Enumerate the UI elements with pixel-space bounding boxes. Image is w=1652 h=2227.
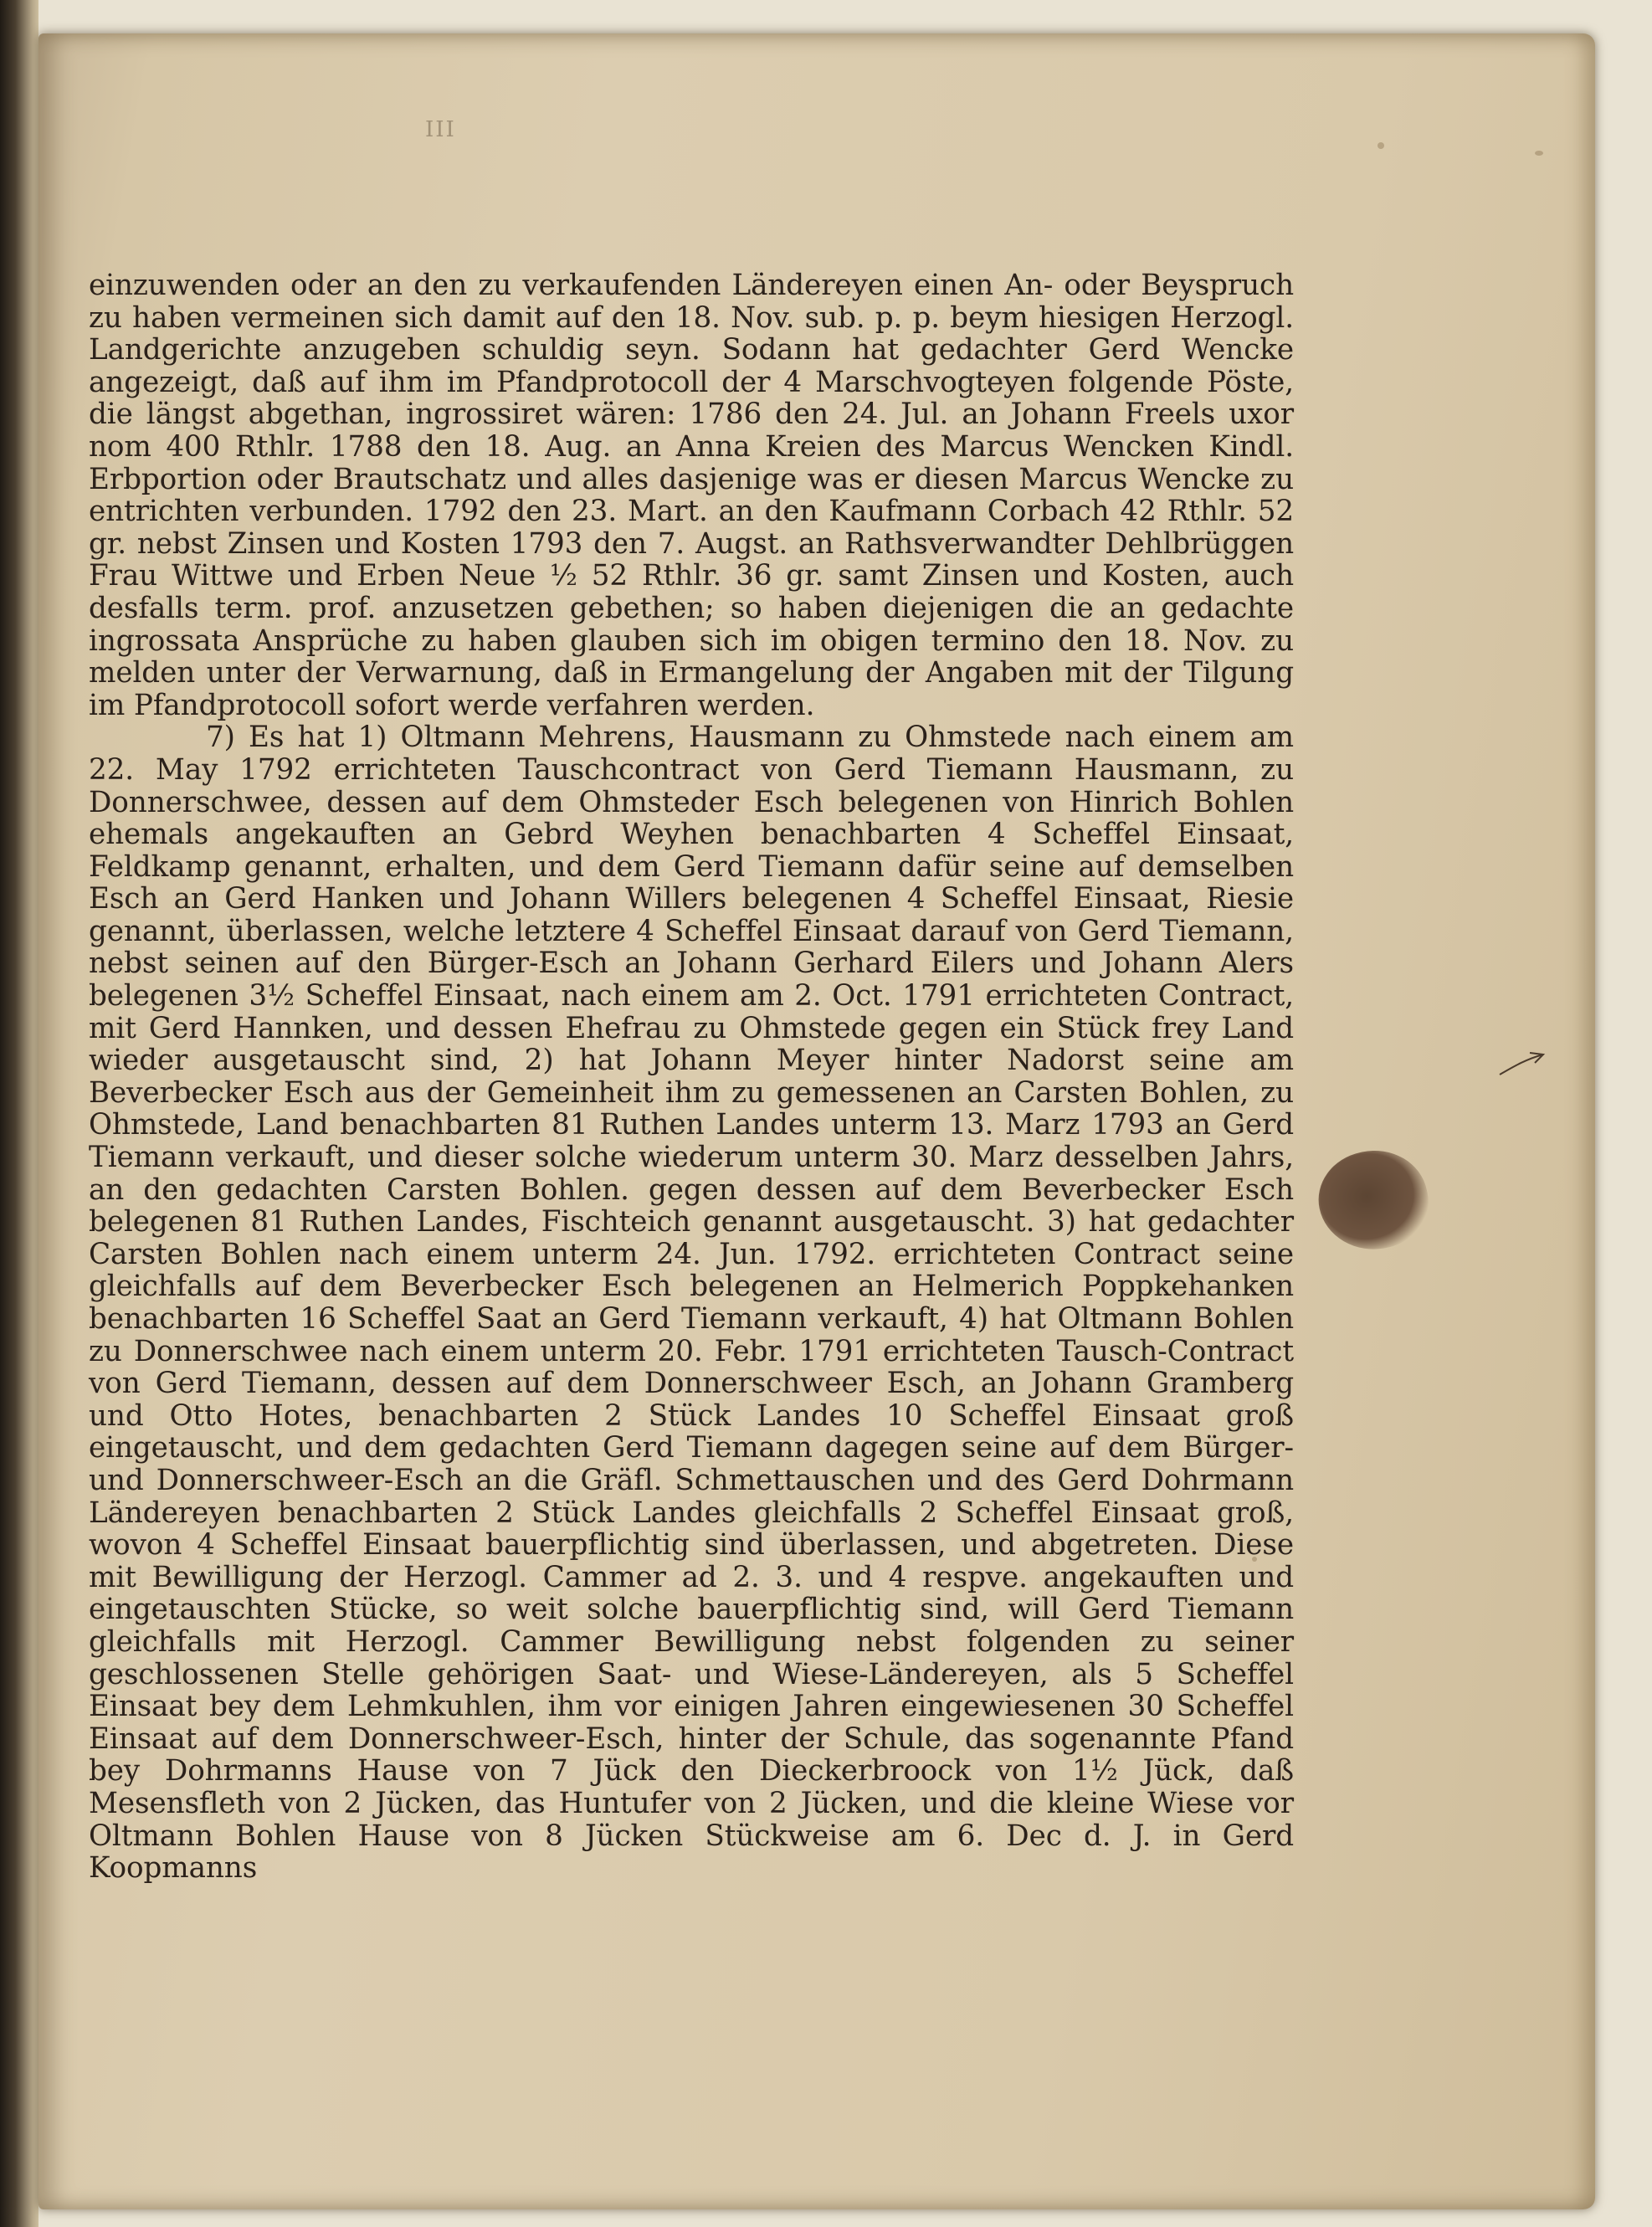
pen-mark-icon	[1496, 1048, 1547, 1081]
paragraph-1: einzuwenden oder an den zu verkaufenden Ländereyen einen An- oder Beyspruch zu haben vermeinen sich damit auf den 18. Nov. sub. p. p. beym hiesigen Herzogl. Landgerichte anzugeben schuldig seyn. Sodann hat gedachter Gerd Wencke angezeigt, daß auf ihm im Pfandprotocoll der 4 Marschvogteyen folgende Pöste, die längst abgethan, ingrossiret wären: 1786 den 24. Jul. an Johann Freels uxor nom 400 Rthlr. 1788 den 18. Aug. an Anna Kreien des Marcus Wencken Kindl. Erbportion oder Brautschatz und alles dasjenige was er diesen Marcus Wencke zu entrichten verbunden. 1792 den 23. Mart. an den Kaufmann Corbach 42 Rthlr. 52 gr. nebst Zinsen und Kosten 1793 den 7. Augst. an Rathsverwandter Dehlbrüggen Frau Wittwe und Erben Neue ½ 52 Rthlr. 36 gr. samt Zinsen und Kosten, auch desfalls term. prof. anzusetzen gebethen; so haben diejenigen die an gedachte ingrossata Ansprüche zu haben glauben sich im obigen termino den 18. Nov. zu melden unter der Verwarnung, daß in Ermangelung der Angaben mit der Tilgung im Pfandprotocoll sofort werde verfahren werden.	[89, 269, 1294, 722]
paragraph-2: 7) Es hat 1) Oltmann Mehrens, Hausmann zu Ohmstede nach einem am 22. May 1792 errichteten Tauschcontract von Gerd Tiemann Hausmann, zu Donnerschwee, dessen auf dem Ohmsteder Esch belegenen von Hinrich Bohlen ehemals angekauften an Gebrd Weyhen benachbarten 4 Scheffel Einsaat, Feldkamp genannt, erhalten, und dem Gerd Tiemann dafür seine auf demselben Esch an Gerd Hanken und Johann Willers belegenen 4 Scheffel Einsaat, Riesie genannt, überlassen, welche letztere 4 Scheffel Einsaat darauf von Gerd Tiemann, nebst seinen auf den Bürger-Esch an Johann Gerhard Eilers und Johann Alers belegenen 3½ Scheffel Einsaat, nach einem am 2. Oct. 1791 errichteten Contract, mit Gerd Hannken, und dessen Ehefrau zu Ohmstede gegen ein Stück frey Land wieder ausgetauscht sind, 2) hat Johann Meyer hinter Nadorst seine am Beverbecker Esch aus der Gemeinheit ihm zu gemessenen an Carsten Bohlen, zu Ohmstede, Land benachbarten 81 Ruthen Landes unterm 13. Marz 1793 an Gerd Tiemann verkauft, und dieser solche wiederum unterm 30. Marz desselben Jahrs, an den gedachten Carsten Bohlen. gegen dessen auf dem Beverbecker Esch belegenen 81 Ruthen Landes, Fischteich genannt ausgetauscht. 3) hat gedachter Carsten Bohlen nach einem unterm 24. Jun. 1792. errichteten Contract seine gleichfalls auf dem Beverbecker Esch belegenen an Helmerich Poppkehanken benachbarten 16 Scheffel Saat an Gerd Tiemann verkauft, 4) hat Oltmann Bohlen zu Donnerschwee nach einem unterm 20. Febr. 1791 errichteten Tausch-Contract von Gerd Tiemann, dessen auf dem Donnerschweer Esch, an Johann Gramberg und Otto Hotes, benachbarten 2 Stück Landes 10 Scheffel Einsaat groß eingetauscht, und dem gedachten Gerd Tiemann dagegen seine auf dem Bürger- und Donnerschweer-Esch an die Gräfl. Schmettauschen und des Gerd Dohrmann Ländereyen benachbarten 2 Stück Landes gleichfalls 2 Scheffel Einsaat groß, wovon 4 Scheffel Einsaat bauerpflichtig sind überlassen, und abgetreten. Diese mit Bewilligung der Herzogl. Cammer ad 2. 3. und 4 respve. angekauften und eingetauschten Stücke, so weit solche bauerpflichtig sind, will Gerd Tiemann gleichfalls mit Herzogl. Cammer Bewilligung nebst folgenden zu seiner geschlossenen Stelle gehörigen Saat- und Wiese-Ländereyen, als 5 Scheffel Einsaat bey dem Lehmkuhlen, ihm vor einigen Jahren eingewiesenen 30 Scheffel Einsaat auf dem Donnerschweer-Esch, hinter der Schule, das sogenannte Pfand bey Dohrmanns Hause von 7 Jück den Dieckerbroock von 1½ Jück, daß Mesensfleth von 2 Jücken, das Huntufer von 2 Jücken, und die kleine Wiese vor Oltmann Bohlen Hause von 8 Jücken Stückweise am 6. Dec d. J. in Gerd Koopmanns	[89, 721, 1294, 1886]
paper-spot	[1252, 1557, 1257, 1562]
paper-spot	[1535, 151, 1543, 156]
document-page	[38, 33, 1595, 2209]
book-spine-edge	[0, 0, 38, 2227]
page-number: III	[425, 117, 456, 142]
body-text	[89, 269, 1294, 1885]
paper-spot	[1378, 142, 1384, 149]
ink-stain	[1310, 1141, 1437, 1260]
